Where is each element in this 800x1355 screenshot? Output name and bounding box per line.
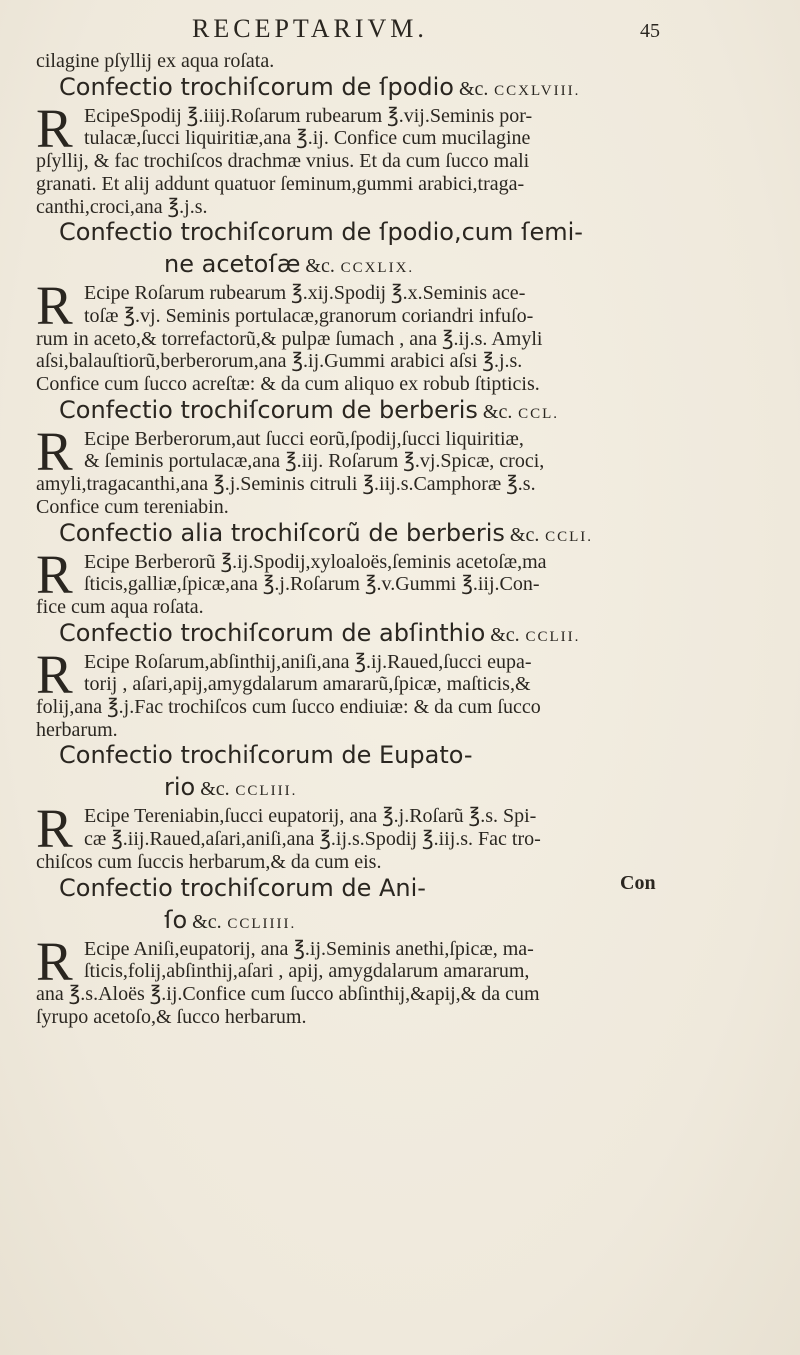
heading-num: CCLIII.	[229, 783, 298, 800]
heading-title: Confectio trochiſcorum de berberis	[59, 395, 478, 424]
heading-num: CCXLVIII.	[488, 82, 581, 99]
heading-tail: &c.	[195, 778, 230, 801]
heading-num: CCXLIX.	[334, 260, 415, 277]
text-line: tulacæ,ſucci liquiritiæ,ana ℥.ij. Confice cum mucilagine	[84, 127, 531, 150]
drop-cap: R	[36, 643, 73, 705]
heading-title: Confectio trochiſcorum de ſpodio,cum ſemi-	[59, 218, 583, 247]
text-line: folij,ana ℥.j.Fac trochiſcos cum ſucco endiuiæ: & da cum ſucco	[36, 696, 541, 719]
recipe-paragraph	[36, 543, 676, 619]
page-number: 45	[640, 20, 660, 42]
text-line: ſyrupo acetoſo,& ſucco herbarum.	[36, 1005, 307, 1028]
heading-num: CCL.	[512, 405, 560, 422]
heading-num: CCLII.	[519, 628, 581, 645]
recipe-paragraph	[36, 97, 676, 219]
text-line: amyli,tragacanthi,ana ℥.j.Seminis citruli ℥.iij.s.Camphoræ ℥.s.	[36, 473, 536, 496]
recipe-heading	[36, 219, 676, 250]
recipe-heading-continuation	[36, 251, 676, 282]
text-line: granati. Et alij addunt quatuor ſeminum,gummi arabici,traga-	[36, 172, 525, 195]
text-line: fice cum aqua roſata.	[36, 595, 204, 618]
heading-tail: &c.	[453, 77, 489, 100]
recipe-paragraph	[36, 643, 676, 742]
page-header	[0, 14, 800, 50]
text-line: chiſcos cum ſuccis herbarum,& da cum eis.	[36, 850, 382, 873]
text-line: rum in aceto,& torrefactorũ,& pulpæ ſumach , ana ℥.ij.s. Amyli	[36, 327, 543, 350]
text-line: ſticis,folij,abſinthij,aſari , apij, amygdalarum amararum,	[84, 960, 530, 983]
heading-tail: &c.	[477, 400, 513, 423]
text-line: Ecipe Tereniabin,ſucci eupatorij, ana ℥.j.Roſarũ ℥.s. Spi-	[84, 805, 537, 828]
text-line: & ſeminis portulacæ,ana ℥.iij. Roſarum ℥.vj.Spicæ, croci,	[84, 450, 545, 473]
recipe-heading	[36, 742, 676, 773]
recipe-heading	[36, 620, 676, 651]
recipe-paragraph	[36, 798, 676, 873]
text-line: torij , aſari,apij,amygdalarum amararũ,ſpicæ, maſticis,&	[84, 673, 531, 696]
heading-title: Confectio trochiſcorum de Ani-	[59, 873, 426, 902]
heading-title: ſo	[164, 905, 188, 934]
heading-tail: &c.	[504, 523, 540, 546]
text-line: cilagine pſyllij ex aqua roſata.	[36, 50, 275, 72]
recipe-paragraph	[36, 420, 676, 519]
text-line: ana ℥.s.Aloës ℥.ij.Confice cum ſucco abſinthij,&apij,& da cum	[36, 982, 540, 1005]
drop-cap: R	[36, 275, 73, 337]
recipe-sections	[36, 74, 676, 1029]
recipe-heading	[36, 74, 676, 105]
catchword: Con	[620, 872, 656, 894]
recipe-heading	[36, 520, 676, 551]
drop-cap: R	[36, 930, 73, 992]
text-line: ſticis,galliæ,ſpicæ,ana ℥.j.Roſarum ℥.v.Gummi ℥.iij.Con-	[84, 573, 540, 596]
recipe-heading	[36, 875, 676, 906]
heading-tail: &c.	[187, 910, 222, 933]
text-line: aſsi,balauſtiorũ,berberorum,ana ℥.ij.Gummi arabici aſsi ℥.j.s.	[36, 350, 523, 373]
text-line: canthi,croci,ana ℥.j.s.	[36, 195, 208, 218]
text-line: Ecipe Roſarum,abſinthij,aniſi,ana ℥.ij.Raued,ſucci eupa-	[84, 650, 532, 673]
heading-title: Confectio trochiſcorum de Eupato-	[59, 741, 473, 770]
recipe-paragraph	[36, 930, 676, 1029]
heading-tail: &c.	[485, 623, 520, 646]
heading-num: CCLI.	[539, 528, 594, 545]
heading-title: Confectio trochiſcorum de abſinthio	[59, 618, 486, 647]
body-text	[36, 50, 676, 1028]
recipe-paragraph	[36, 275, 676, 396]
text-line: Confice cum tereniabin.	[36, 495, 229, 518]
text-line: pſyllij, & fac trochiſcos drachmæ vnius. Et da cum ſucco mali	[36, 150, 530, 173]
text-line: Ecipe Berberorum,aut ſucci eorũ,ſpodij,ſucci liquiritiæ,	[84, 427, 524, 450]
heading-title: ne acetoſæ	[164, 250, 301, 279]
text-line: Confice cum ſucco acreſtæ: & da cum aliquo ex robub ſtipticis.	[36, 373, 540, 396]
heading-title: Confectio alia trochiſcorũ de berberis	[59, 518, 505, 547]
recipe-heading	[36, 397, 676, 428]
heading-tail: &c.	[300, 255, 335, 278]
drop-cap: R	[36, 543, 73, 605]
text-line: cæ ℥.iij.Raued,aſari,aniſi,ana ℥.ij.s.Spodij ℥.iij.s. Fac tro-	[84, 828, 541, 851]
heading-num: CCLIIII.	[221, 915, 297, 932]
heading-title: rio	[164, 773, 196, 802]
text-line: toſæ ℥.vj. Seminis portulacæ,granorum coriandri infuſo-	[84, 304, 534, 327]
text-line: Ecipe Berberorũ ℥.ij.Spodij,xyloaloës,ſeminis acetoſæ,ma	[84, 550, 547, 573]
recipe-heading-continuation	[36, 907, 676, 938]
drop-cap: R	[36, 97, 73, 159]
text-line: herbarum.	[36, 718, 118, 741]
running-head: RECEPTARIVM.	[192, 14, 428, 43]
recipe-heading-continuation	[36, 774, 676, 805]
drop-cap: R	[36, 798, 73, 860]
heading-title: Confectio trochiſcorum de ſpodio	[59, 72, 454, 101]
text-line: Ecipe Aniſi,eupatorij, ana ℥.ij.Seminis anethi,ſpicæ, ma-	[84, 937, 534, 960]
text-line: Ecipe Roſarum rubearum ℥.xij.Spodij ℥.x.Seminis ace-	[84, 282, 526, 305]
drop-cap: R	[36, 420, 73, 482]
text-line: EcipeSpodij ℥.iiij.Roſarum rubearum ℥.vij.Seminis por-	[84, 104, 533, 127]
